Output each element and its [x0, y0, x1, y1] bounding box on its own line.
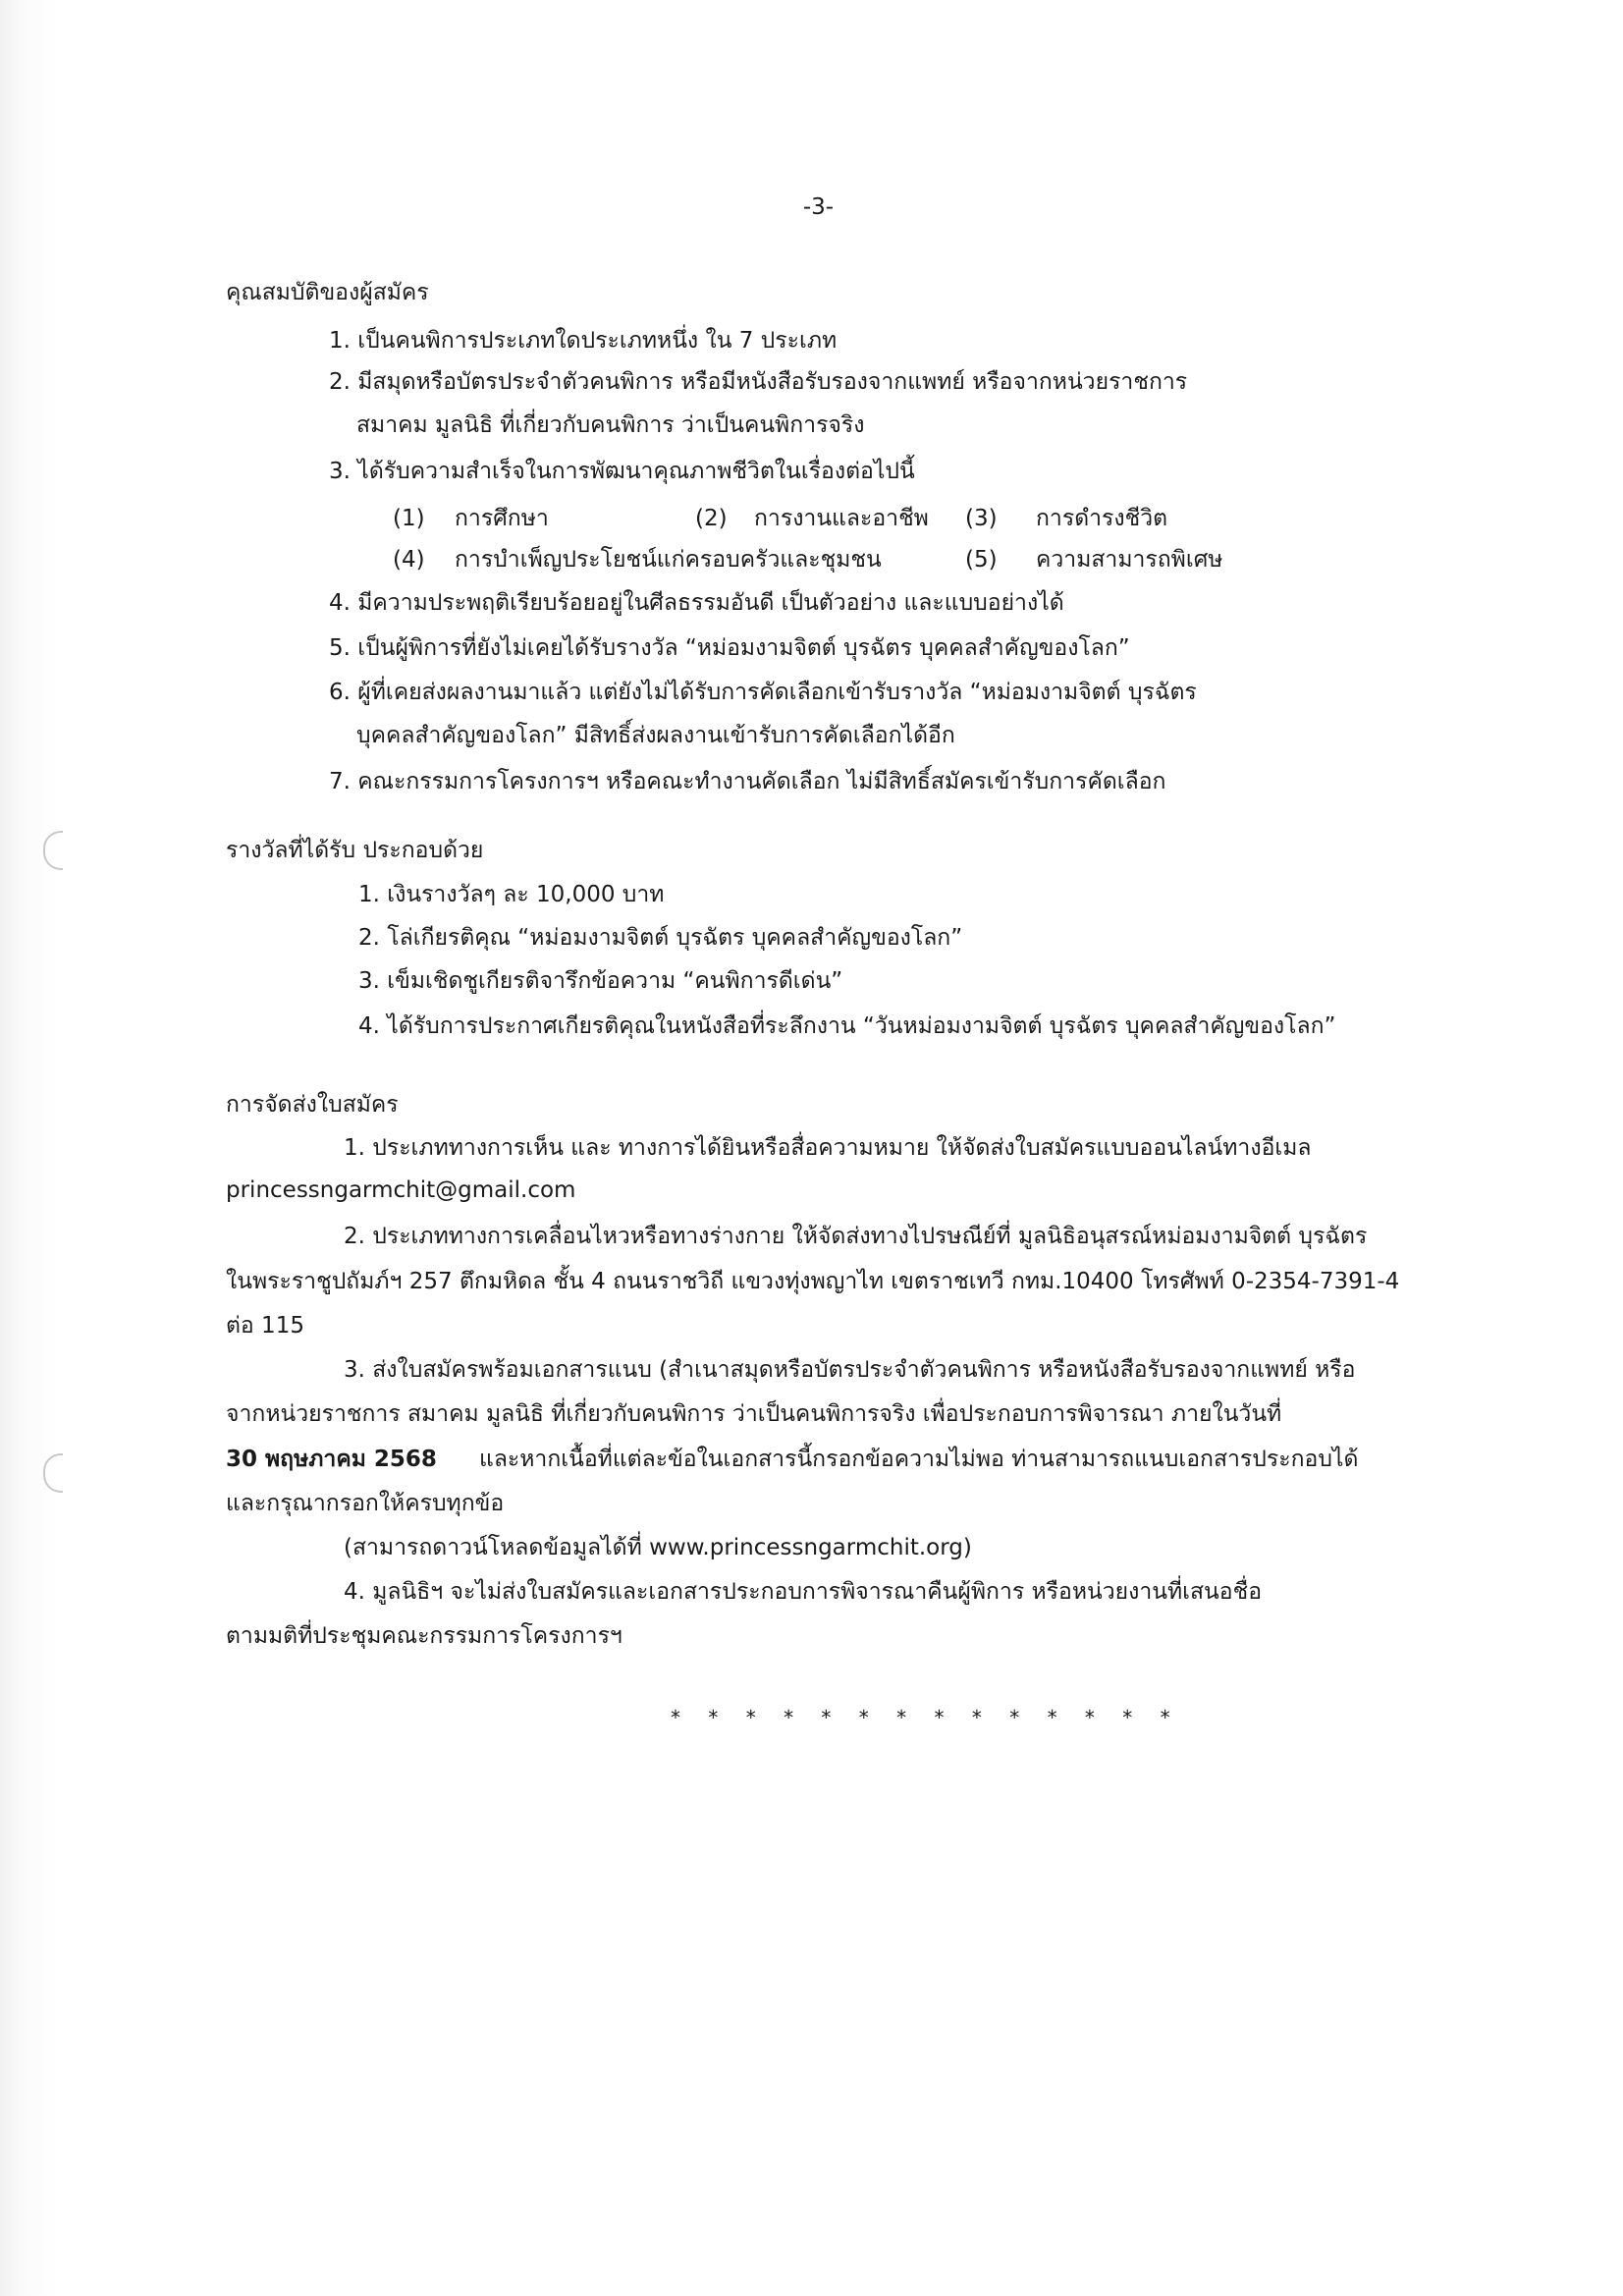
- sub-item-number: (1): [393, 506, 425, 531]
- reward-item: 2. โล่เกียรติคุณ “หม่อมงามจิตต์ บุรฉัตร บุคคลสำคัญของโลก”: [358, 925, 963, 951]
- qualification-item: 6. ผู้ที่เคยส่งผลงานมาแล้ว แต่ยังไม่ได้รับการคัดเลือกเข้ารับรางวัล “หม่อมงามจิตต์ บุรฉัตร: [329, 680, 1197, 705]
- download-note: (สามารถดาวน์โหลดข้อมูลได้ที่ www.princessngarmchit.org): [344, 1535, 972, 1560]
- sub-item-number: (3): [965, 506, 998, 531]
- submission-paragraph-continued: จากหน่วยราชการ สมาคม มูลนิธิ ที่เกี่ยวกับคนพิการ ว่าเป็นคนพิการจริง เพื่อประกอบการพิจารณา ภายในวันที่: [226, 1401, 1282, 1427]
- scan-edge: [0, 0, 59, 2296]
- submission-paragraph-continued: ตามมติที่ประชุมคณะกรรมการโครงการฯ: [226, 1623, 622, 1649]
- sub-item-number: (2): [695, 506, 728, 531]
- submission-paragraph-continued: ต่อ 115: [226, 1313, 304, 1339]
- sub-item-text: ความสามารถพิเศษ: [1036, 547, 1223, 573]
- email-address: princessngarmchit@gmail.com: [226, 1177, 576, 1203]
- submission-paragraph: 4. มูลนิธิฯ จะไม่ส่งใบสมัครและเอกสารประกอบการพิจารณาคืนผู้พิการ หรือหน่วยงานที่เสนอชื่อ: [344, 1579, 1263, 1605]
- sub-item-number: (4): [393, 547, 425, 573]
- page-number: -3-: [802, 194, 835, 220]
- end-mark: * * * * * * * * * * * * * *: [671, 1706, 1181, 1729]
- qualification-item: 7. คณะกรรมการโครงการฯ หรือคณะทำงานคัดเลือก ไม่มีสิทธิ์สมัครเข้ารับการคัดเลือก: [329, 769, 1166, 794]
- sub-item-number: (5): [965, 547, 998, 573]
- sub-item-text: การงานและอาชีพ: [754, 506, 929, 531]
- submission-heading: การจัดส่งใบสมัคร: [226, 1092, 399, 1118]
- submission-paragraph-continued: และกรุณากรอกให้ครบทุกข้อ: [226, 1491, 505, 1516]
- qualification-item: 3. ได้รับความสำเร็จในการพัฒนาคุณภาพชีวิตในเรื่องต่อไปนี้: [329, 459, 915, 484]
- qualification-item-continued: สมาคม มูลนิธิ ที่เกี่ยวกับคนพิการ ว่าเป็นคนพิการจริง: [356, 412, 865, 438]
- qualification-item: 4. มีความประพฤติเรียบร้อยอยู่ในศีลธรรมอันดี เป็นตัวอย่าง และแบบอย่างได้: [329, 590, 1064, 616]
- qualifications-heading: คุณสมบัติของผู้สมัคร: [226, 280, 429, 305]
- submission-paragraph-continued: และหากเนื้อที่แต่ละข้อในเอกสารนี้กรอกข้อความไม่พอ ท่านสามารถแนบเอกสารประกอบได้: [479, 1447, 1359, 1472]
- deadline-date: 30 พฤษภาคม 2568: [226, 1447, 437, 1472]
- submission-paragraph: 1. ประเภททางการเห็น และ ทางการได้ยินหรือสื่อความหมาย ให้จัดส่งใบสมัครแบบออนไลน์ทางอีเมล: [344, 1135, 1312, 1161]
- qualification-item: 1. เป็นคนพิการประเภทใดประเภทหนึ่ง ใน 7 ประเภท: [329, 328, 838, 354]
- reward-item: 1. เงินรางวัลๆ ละ 10,000 บาท: [358, 882, 665, 907]
- rewards-heading: รางวัลที่ได้รับ ประกอบด้วย: [226, 838, 484, 863]
- sub-item-text: การบำเพ็ญประโยชน์แก่ครอบครัวและชุมชน: [455, 547, 882, 573]
- submission-paragraph: 3. ส่งใบสมัครพร้อมเอกสารแนบ (สำเนาสมุดหรือบัตรประจำตัวคนพิการ หรือหนังสือรับรองจากแพทย์ หรือ: [344, 1357, 1356, 1383]
- qualification-item-continued: บุคคลสำคัญของโลก” มีสิทธิ์ส่งผลงานเข้ารับการคัดเลือกได้อีก: [356, 723, 955, 748]
- reward-item: 4. ได้รับการประกาศเกียรติคุณในหนังสือที่ระลึกงาน “วันหม่อมงามจิตต์ บุรฉัตร บุคคลสำคัญของโลก”: [358, 1013, 1336, 1039]
- submission-paragraph-continued: ในพระราชูปถัมภ์ฯ 257 ตึกมหิดล ชั้น 4 ถนนราชวิถี แขวงทุ่งพญาไท เขตราชเทวี กทม.10400 โทรศัพท์ 0-2354-7391-4: [226, 1269, 1400, 1294]
- qualification-item: 2. มีสมุดหรือบัตรประจำตัวคนพิการ หรือมีหนังสือรับรองจากแพทย์ หรือจากหน่วยราชการ: [329, 369, 1188, 395]
- reward-item: 3. เข็มเชิดชูเกียรติจารึกข้อความ “คนพิการดีเด่น”: [358, 968, 843, 994]
- qualification-item: 5. เป็นผู้พิการที่ยังไม่เคยได้รับรางวัล “หม่อมงามจิตต์ บุรฉัตร บุคคลสำคัญของโลก”: [329, 635, 1130, 661]
- submission-paragraph: 2. ประเภททางการเคลื่อนไหวหรือทางร่างกาย ให้จัดส่งทางไปรษณีย์ที่ มูลนิธิอนุสรณ์หม่อมงามจิตต์ บุรฉัตร: [344, 1224, 1368, 1249]
- sub-item-text: การศึกษา: [455, 506, 549, 531]
- sub-item-text: การดำรงชีวิต: [1036, 506, 1168, 531]
